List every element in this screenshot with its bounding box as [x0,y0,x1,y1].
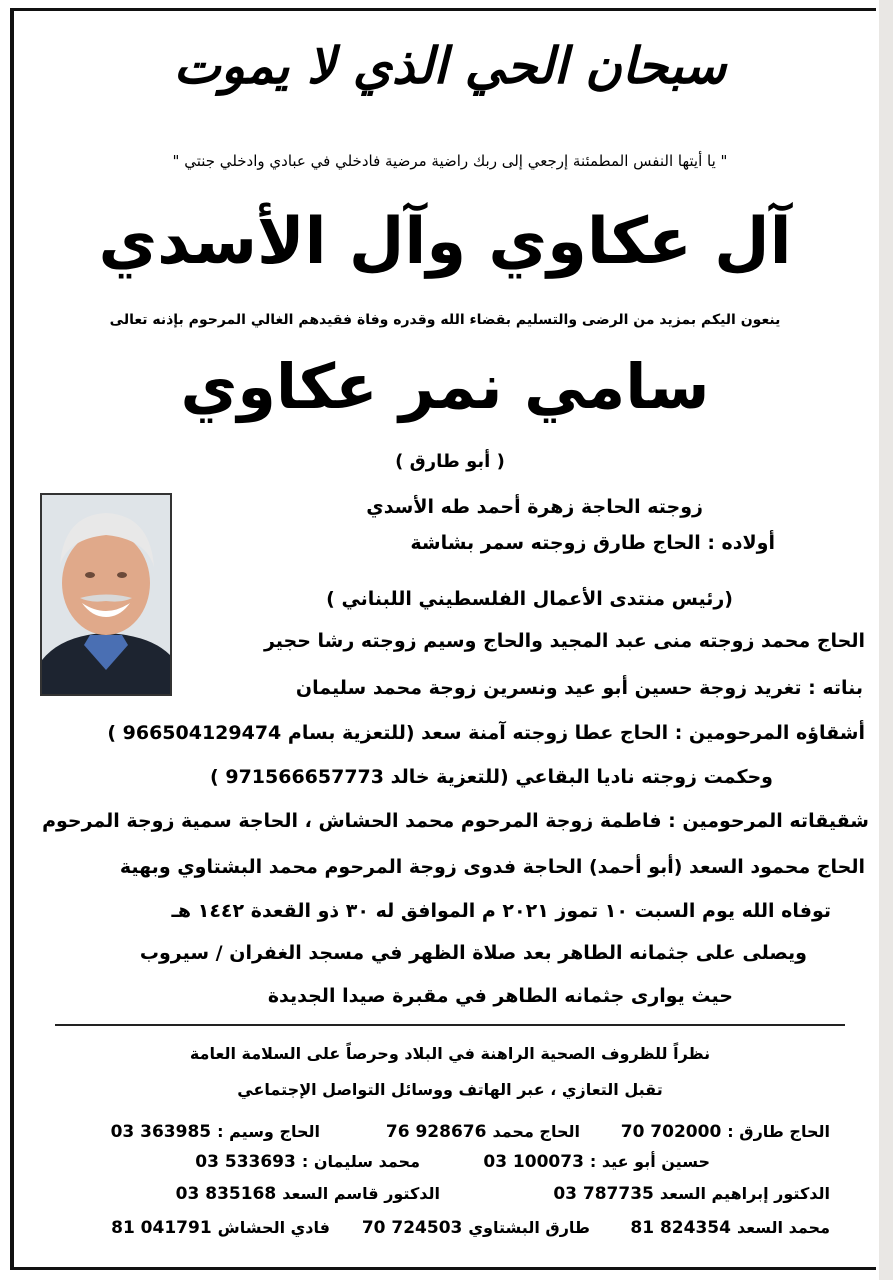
portrait-illustration [42,495,170,694]
deceased-name: سامي نمر عكاوي [180,350,710,423]
contact-row [70,1184,830,1210]
body-line-prayer: ويصلى على جثمانه الطاهر بعد صلاة الظهر في مسجد الغفران / سيروب [139,942,807,964]
contact-row [70,1218,830,1244]
contact-label: الدكتور إبراهيم السعد [659,1184,830,1203]
contact-label: حسين أبو عيد : [589,1152,710,1171]
contact-label: الحاج محمد [492,1122,580,1141]
family-names: آل عكاوي وآل الأسدي [98,205,792,279]
contact-entry [386,1122,580,1142]
body-line-daughters: بناته : تغريد زوجة حسين أبو عيد ونسرين زوجة محمد سليمان [295,677,863,699]
announcement-line: ينعون اليكم بمزيد من الرضى والتسليم بقضاء الله وقدره وفاة فقيدهم الغالي المرحوم بإذنه تعالى [109,312,781,328]
contact-number: 03 363985 [110,1122,212,1142]
deceased-photo [40,493,172,696]
contact-row [70,1122,830,1148]
contact-label: الحاج وسيم : [217,1122,320,1141]
contact-entry [176,1184,440,1204]
quran-verse: " يا أيتها النفس المطمئنة إرجعي إلى ربك راضية مرضية فادخلي في عبادي وادخلي جنتي " [172,152,728,170]
body-line-death-date: توفاه الله يوم السبت ١٠ تموز ٢٠٢١ م الموافق له ٣٠ ذو القعدة ١٤٤٢ هـ [171,900,831,922]
notice-line-1: نظراً للظروف الصحية الراهنة في البلاد وحرصاً على السلامة العامة [189,1044,711,1063]
right-margin-strip [879,0,893,1280]
contact-number: 70 702000 [620,1122,722,1142]
contact-label: الدكتور قاسم السعد [282,1184,440,1203]
contact-label: محمد السعد [736,1218,830,1237]
contact-entry [195,1152,420,1172]
contact-number: 81 824354 [630,1218,731,1238]
calligraphy-header: سبحان الحي الذي لا يموت [173,36,727,95]
contact-number: 03 100073 [483,1152,584,1172]
contact-label: الحاج طارق : [727,1122,830,1141]
contact-number: 03 787735 [553,1184,654,1204]
body-line-brothers-2: وحكمت زوجته ناديا البقاعي (للتعزية خالد 971566657773 ) [210,766,773,788]
body-line-burial: حيث يوارى جثمانه الطاهر في مقبرة صيدا الجديدة [267,985,733,1007]
contact-entry [483,1152,710,1172]
contact-number: 70 724503 [361,1218,463,1238]
deceased-kunya: ( أبو طارق ) [395,451,505,472]
body-line-sisters-2: الحاج محمود السعد (أبو أحمد) الحاجة فدوى زوجة المرحوم محمد البشتاوي وبهية [119,856,865,878]
contact-label: طارق البشتاوي [468,1218,590,1237]
contact-label: فادي الحشاش [217,1218,330,1237]
contact-entry [111,1122,320,1142]
body-line-sons: أولاده : الحاج طارق زوجته سمر بشاشة [410,532,775,554]
contact-entry [362,1218,590,1238]
contact-entry [111,1218,330,1238]
contact-number: 03 533693 [195,1152,296,1172]
contact-number: 76 928676 [385,1122,487,1142]
contact-row [70,1152,830,1178]
contact-entry [630,1218,830,1238]
section-divider [55,1024,845,1026]
body-line-wife: زوجته الحاجة زهرة أحمد طه الأسدي [366,496,703,518]
body-line-sons-2: الحاج محمد زوجته منى عبد المجيد والحاج وسيم زوجته رشا حجير [263,630,865,652]
body-line-brothers: أشقاؤه المرحومين : الحاج عطا زوجته آمنة سعد (للتعزية بسام 966504129474 ) [107,722,865,744]
contact-entry [553,1184,830,1204]
contact-label: محمد سليمان : [301,1152,420,1171]
body-line-sisters: شقيقاته المرحومين : فاطمة زوجة المرحوم محمد الحشاش ، الحاجة سمية زوجة المرحوم [42,810,869,832]
notice-line-2: تقبل التعازي ، عبر الهاتف ووسائل التواصل الإجتماعي [237,1080,663,1099]
contact-number: 03 835168 [175,1184,277,1204]
contact-number: 81 041791 [111,1218,212,1238]
contact-entry [621,1122,830,1142]
body-line-title: (رئيس منتدى الأعمال الفلسطيني اللبناني ) [326,588,733,610]
